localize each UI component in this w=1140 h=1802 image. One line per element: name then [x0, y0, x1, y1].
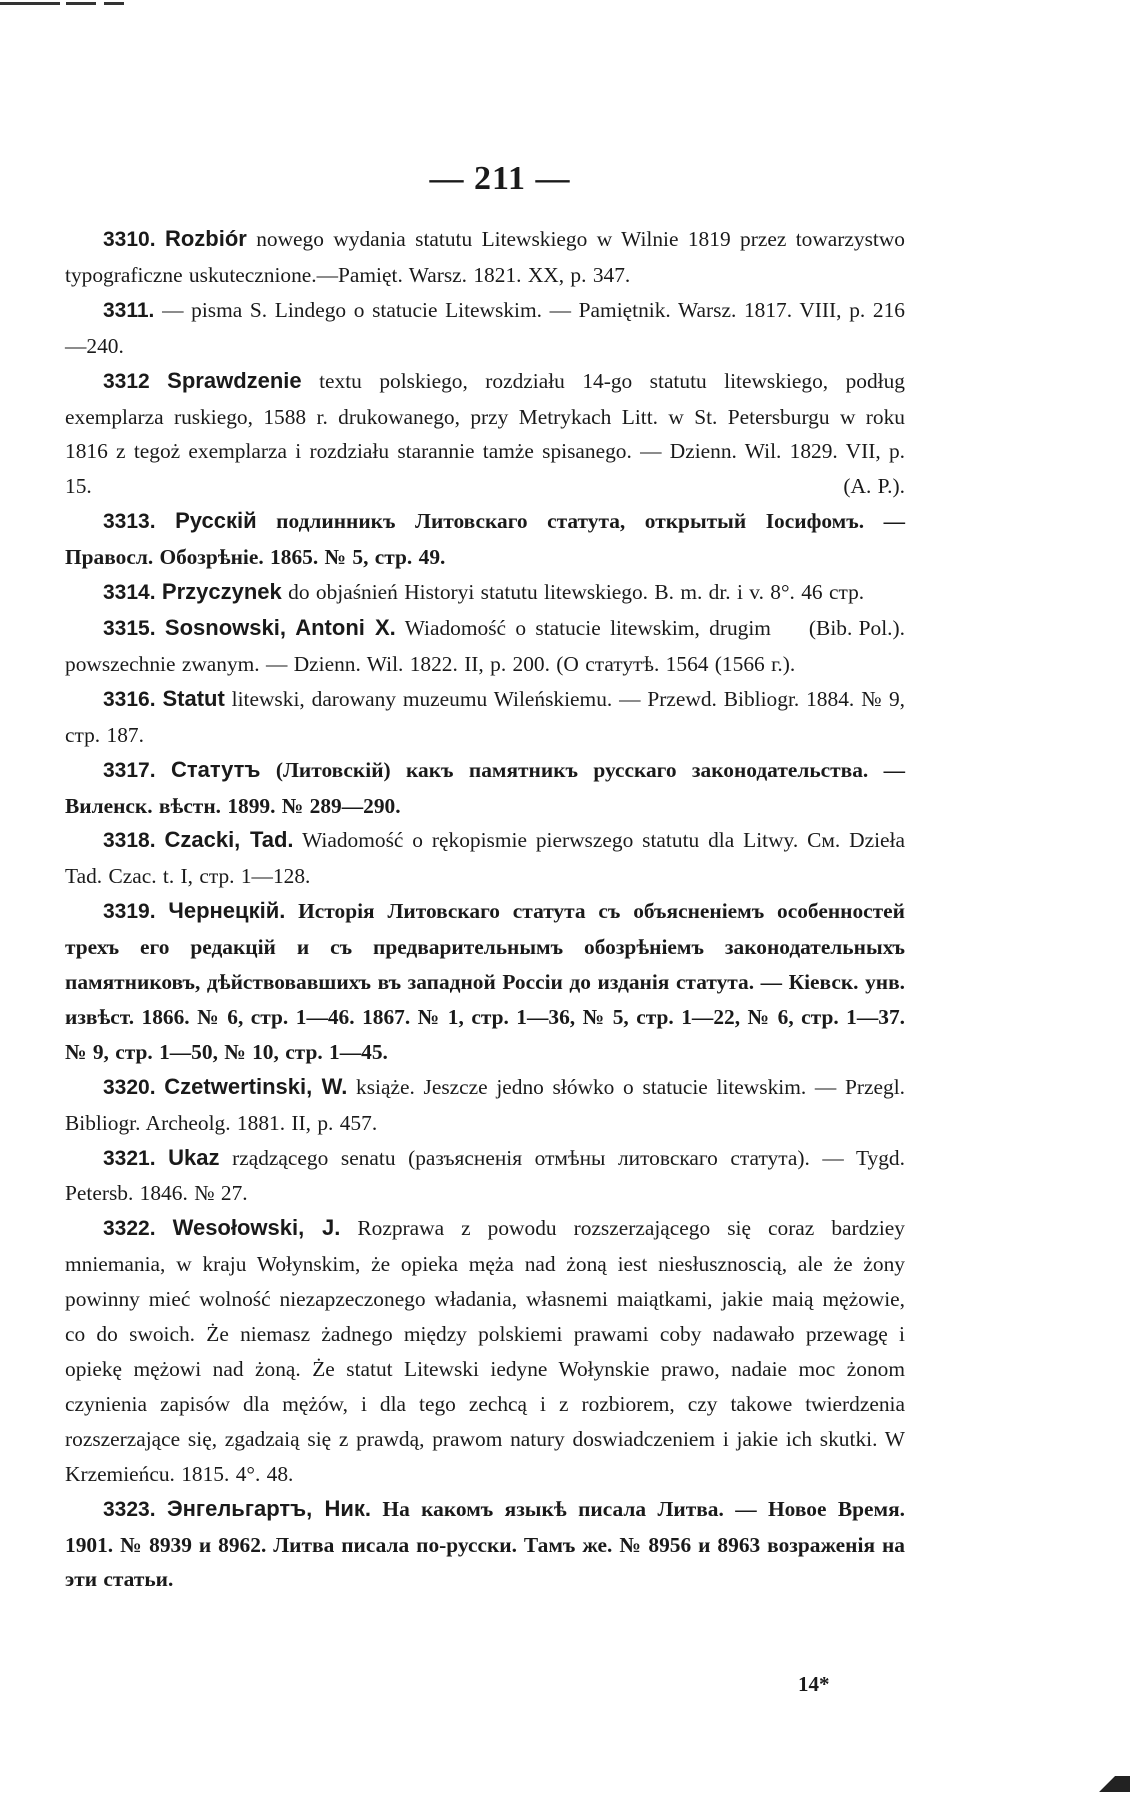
entry-text: nowego wydania statutu Litewskiego w Wilnie 1819 przez towarzystwo typograficzne uskutecznione.—Pamięt. Warsz. 1821. XX, p. 347.	[65, 227, 905, 287]
scan-artifact	[0, 0, 200, 6]
entry-number: 3321.	[103, 1146, 156, 1170]
entry-heading: Ukaz	[168, 1144, 220, 1170]
entry-heading: Wesołowski, J.	[172, 1215, 341, 1241]
entry-number: 3322.	[103, 1217, 156, 1241]
entry-heading: Чернецкій.	[168, 898, 286, 924]
scan-corner-artifact	[1094, 1776, 1130, 1792]
entry-heading: Statut	[162, 685, 225, 711]
entry-heading: Przyczynek	[161, 579, 282, 605]
entry-heading: Sosnowski, Antoni X.	[164, 614, 396, 640]
entry-heading: Czacki, Tad.	[164, 827, 294, 853]
entry-3322	[65, 1211, 905, 1491]
entry-3313	[65, 504, 905, 575]
entry-text: — pisma S. Lindego o statucie Litewskim. — Pamiętnik. Warsz. 1817. VIII, p. 216—240.	[65, 297, 905, 358]
entry-text: подлинникъ Литовскаго статута, открытый Іосифомъ. — Правосл. Обозрѣніе. 1865. № 5, стр. 49.	[65, 509, 905, 570]
entry-text: textu polskiego, rozdziału 14-go statutu litewskiego, podług exemplarza ruskiego, 1588 r. drukowanego, przy Metrykach Litt. w St. Petersburgu w roku 1816 z tegoż exemplarza i rozdziału starannie tamże spisanego. — Dzienn. Wil. 1829. VII, p. 15.	[65, 368, 905, 499]
entry-text: książe. Jeszcze jedno słówko o statucie litewskim. — Przegl. Bibliogr. Archeolg. 1881. II, p. 457.	[65, 1074, 905, 1135]
entry-3316	[65, 682, 905, 753]
entry-source: (Bib. Pol.).	[808, 615, 905, 640]
entry-number: 3314.	[103, 581, 156, 605]
entry-text: Wiadomość o rękopismie pierwszego statutu dla Litwy. См. Dzieła Tad. Czac. t. I, стр. 1—128.	[65, 828, 905, 889]
entry-3312	[65, 364, 905, 505]
entry-3323	[65, 1492, 905, 1598]
entry-number: 3316.	[103, 687, 156, 711]
entry-text: (Литовскій) какъ памятникъ русскаго законодательства. — Виленск. вѣстн. 1899. № 289—290.	[65, 757, 905, 818]
entry-3320	[65, 1070, 905, 1141]
entry-heading: Статутъ	[170, 756, 261, 782]
entry-number: 3318.	[103, 829, 156, 853]
entry-number: 3323.	[103, 1497, 156, 1521]
entry-number: 3319.	[103, 900, 156, 924]
entry-number: 3313.	[103, 510, 156, 534]
entry-3317	[65, 753, 905, 824]
entry-3319	[65, 894, 905, 1070]
entry-heading: Энгельгартъ, Ник.	[166, 1495, 372, 1521]
printer-signature: 14*	[798, 1672, 830, 1696]
entry-heading: Sprawdzenie	[167, 367, 302, 393]
entry-text: На какомъ языкѣ писала Литва. — Новое Время. 1901. № 8939 и 8962. Литва писала по-русски. Тамъ же. № 8956 и 8963 возраженія на эти статьи.	[65, 1496, 906, 1592]
entry-number: 3320.	[103, 1075, 156, 1099]
entry-source: (A. P.).	[843, 474, 905, 499]
entry-text: do objaśnień Historyi statutu litewskiego. B. m. dr. i v. 8°. 46 стр.	[281, 580, 865, 605]
entry-text: Rozprawa z powodu rozszerzającego się coraz bardziey mniemania, w kraju Wołynskim, że opieka męża nad żoną iest niesłusznoscią, ale że żony powinny mieć wolność niezapzeczonego władania, własnemi maiątkami, jakie maią mężowie, co do swoich. Że niemasz żadnego między polskiemi prawami coby nadawało przewagę i opiekę mężowi nad żoną. Że statut Litewski iedyne Wołynskie prawo, nadaie moc żonom czynienia zapisów dla mężów, i dla tego zechcą i z rozbiorem, czy takowe twierdzenia rozszerzające się, zgadzaią się z prawdą, prawom natury doswiadczeniem i jakie ich skutki. W Krzemieńcu. 1815. 4°. 48.	[65, 1216, 905, 1486]
page-number-header: — 211 —	[429, 160, 571, 197]
entry-number: 3311.	[103, 298, 155, 322]
entry-number: 3317.	[103, 758, 156, 782]
entry-heading: Русскій	[175, 508, 257, 534]
entry-text: litewski, darowany muzeumu Wileńskiemu. — Przewd. Bibliogr. 1884. № 9, стр. 187.	[65, 686, 905, 747]
entry-number: 3310.	[103, 228, 156, 251]
entry-3310	[65, 222, 905, 293]
entry-3311	[65, 293, 905, 364]
entry-number: 3315.	[103, 616, 156, 640]
entry-number: 3312	[103, 369, 150, 393]
entry-text: Исторія Литовскаго статута съ объясненіемъ особенностей трехъ его редакцій и съ предварительнымъ обозрѣніемъ законодательныхъ памятниковъ, дѣйствовавшихъ въ западной Россіи до изданія статута. — Кіевск. унв. извѣст. 1866. № 6, стр. 1—46. 1867. № 1, стр. 1—36, № 5, стр. 1—22, № 6, стр. 1—37. № 9, стр. 1—50, № 10, стр. 1—45.	[65, 899, 905, 1064]
entry-heading: Rozbiór	[164, 226, 247, 251]
entry-text: Wiadomość o statucie litewskim, drugim powszechnie zwanym. — Dzienn. Wil. 1822. II, p. 200. (О статутѣ. 1564 (1566 г.).	[65, 615, 796, 676]
entry-heading: Czetwertinski, W.	[164, 1073, 348, 1099]
entry-text: rządzącego senatu (разъясненія отмѣны литовскаго статута). — Tygd. Petersb. 1846. № 27.	[65, 1145, 905, 1206]
entry-3321	[65, 1141, 905, 1212]
bibliography-list	[65, 222, 905, 1597]
entry-3318	[65, 823, 905, 894]
